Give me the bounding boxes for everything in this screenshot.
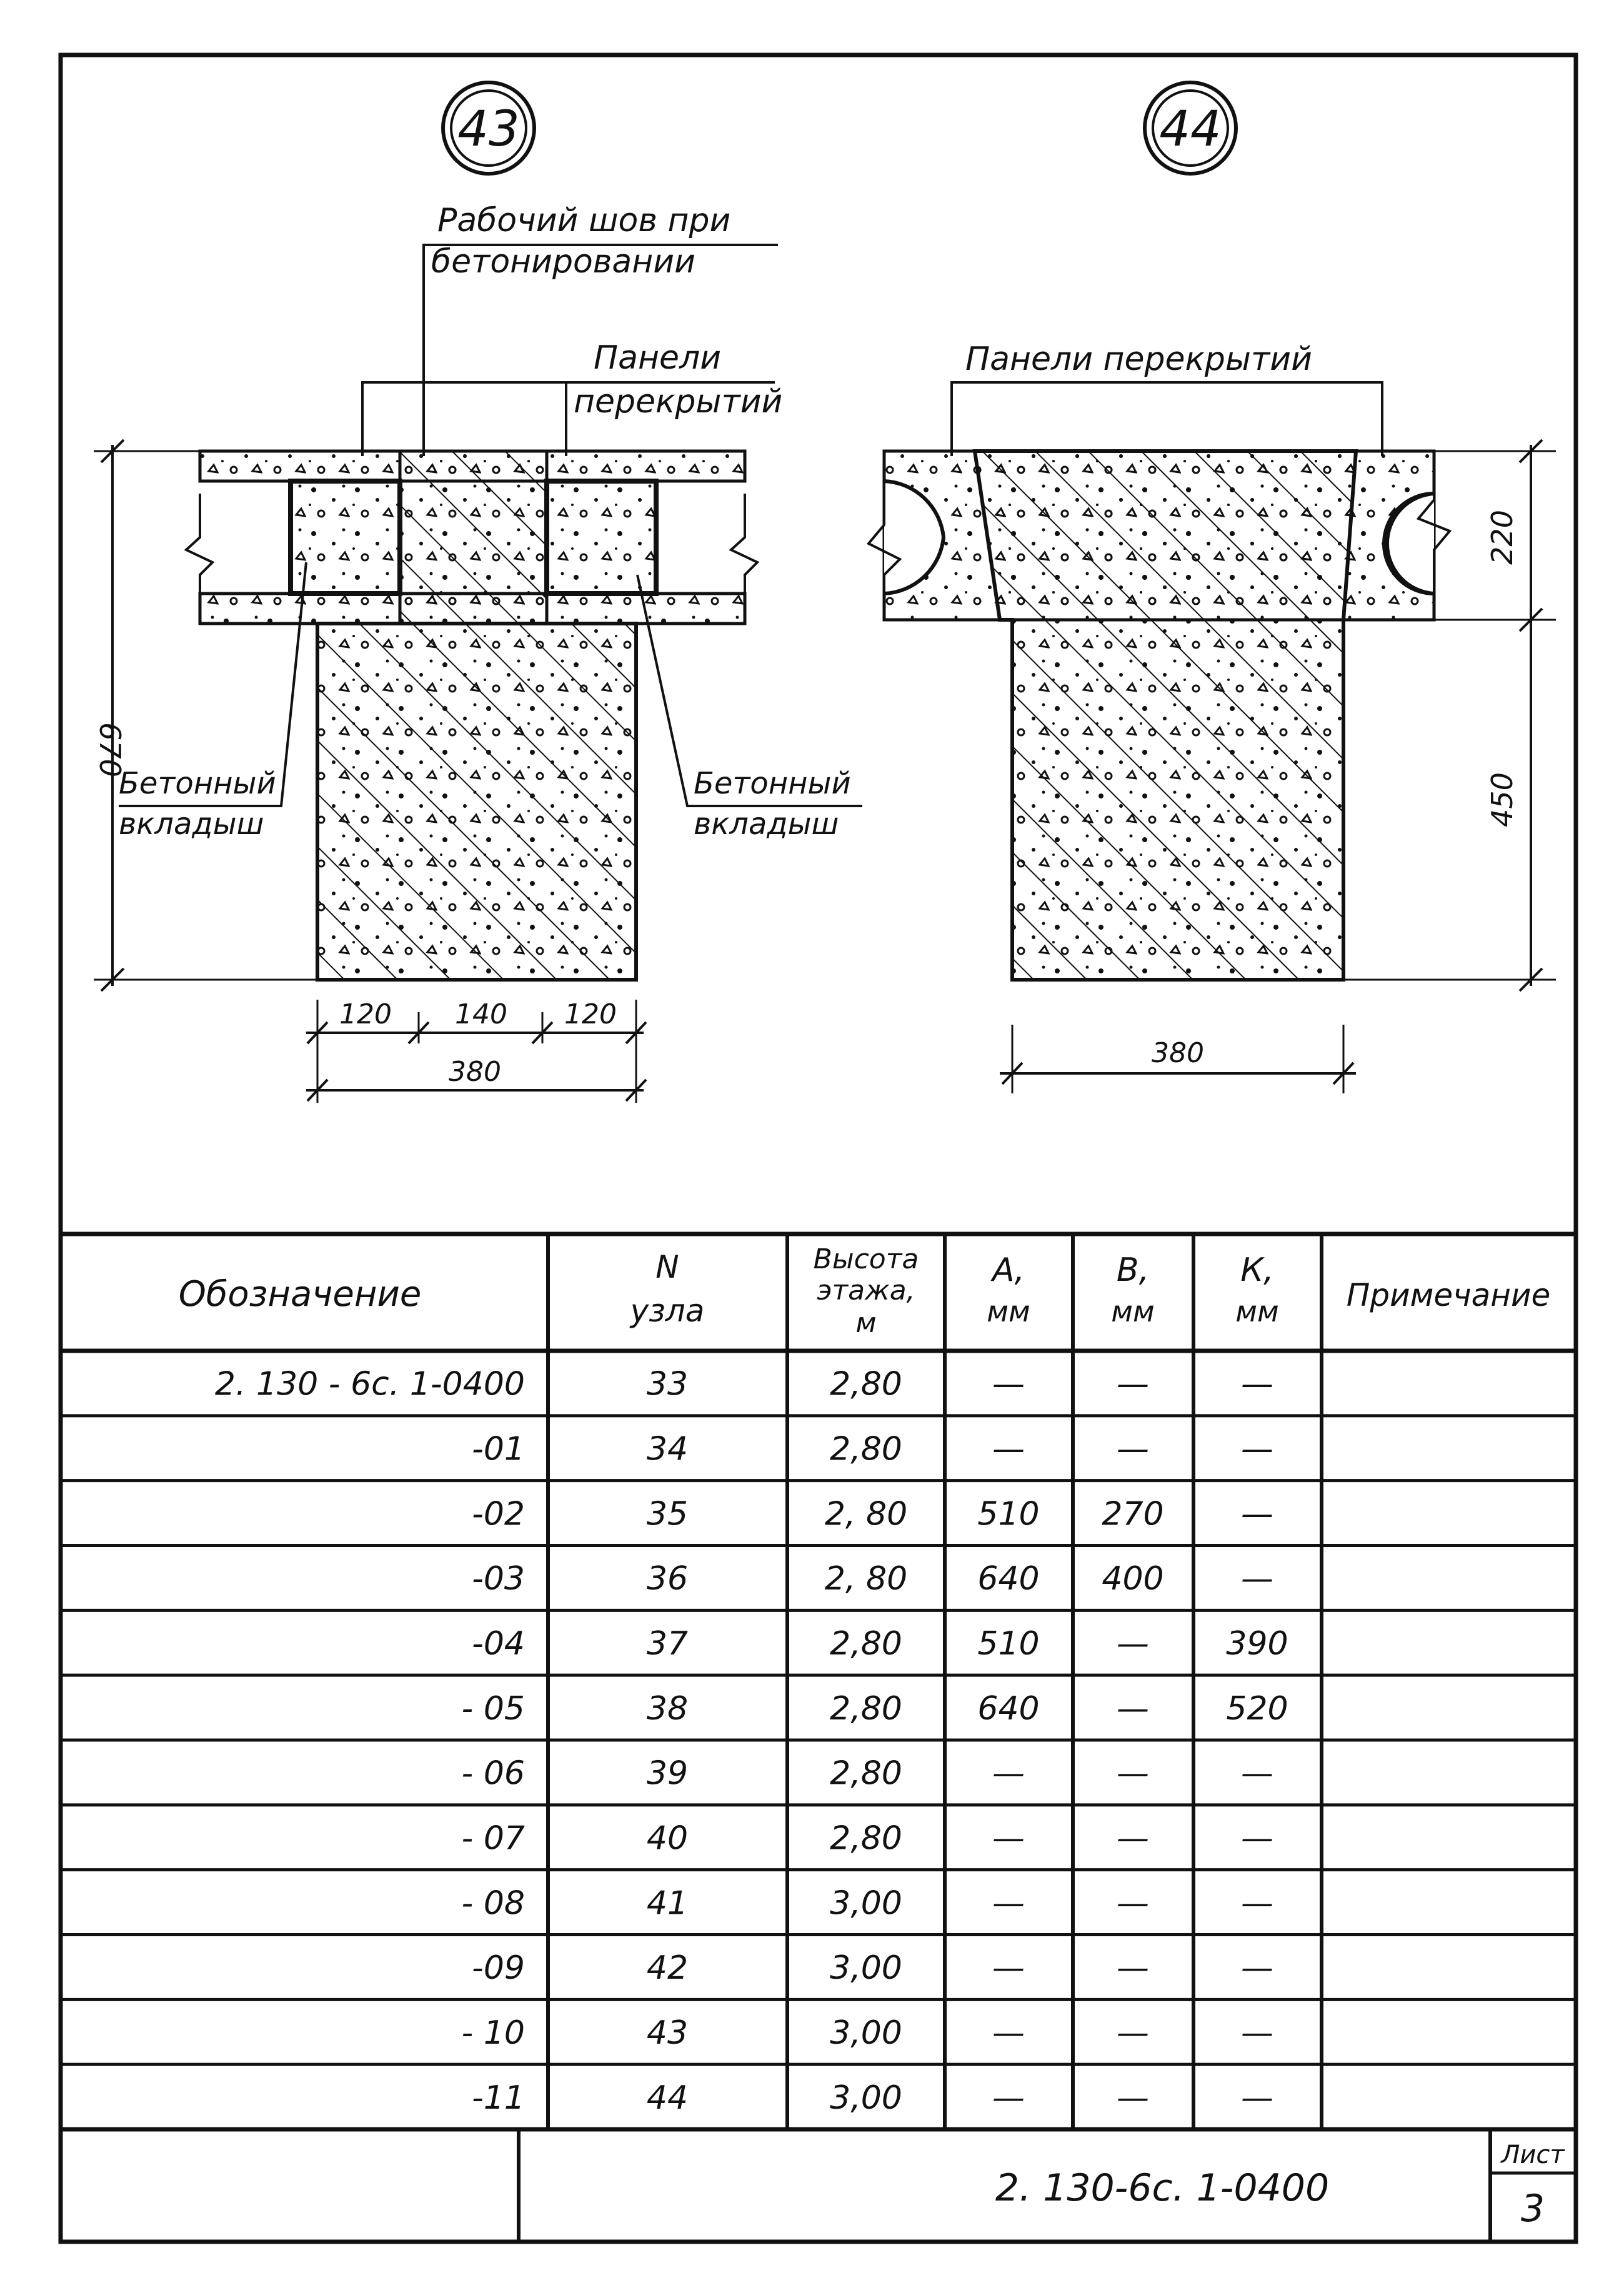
node-44-dim-width: 380 <box>1152 1037 1204 1069</box>
cell-height: 2, 80 <box>824 1495 908 1533</box>
cell-k: — <box>1241 1884 1273 1922</box>
title-block-sheet-label: Лист <box>1501 2141 1565 2169</box>
cell-height: 3,00 <box>830 2079 902 2117</box>
cell-designation: 2. 130 - 6с. 1-0400 <box>214 1365 525 1403</box>
node-43-label-joint-1: Рабочий шов при <box>437 202 731 239</box>
spec-table <box>61 1234 1576 2129</box>
cell-node: 39 <box>646 1754 689 1793</box>
cell-k: — <box>1241 1430 1273 1468</box>
cell-k: — <box>1241 1495 1273 1533</box>
cell-node: 41 <box>646 1884 689 1922</box>
node-43-dim-a: 120 <box>339 998 392 1030</box>
node-43-label-insert-left-1: Бетонный <box>119 766 276 801</box>
cell-height: 3,00 <box>830 1949 902 1987</box>
cell-height: 2,80 <box>830 1689 902 1728</box>
title-block <box>61 2129 1576 2242</box>
cell-designation: - 05 <box>461 1689 525 1728</box>
cell-k: — <box>1241 1819 1273 1858</box>
cell-node: 38 <box>646 1689 689 1728</box>
table-row <box>61 1740 1576 1793</box>
table-row <box>61 1935 1576 1987</box>
cell-height: 3,00 <box>830 2014 902 2052</box>
header-a-2: мм <box>987 1295 1030 1328</box>
cell-k: — <box>1241 1949 1273 1987</box>
cell-height: 2,80 <box>830 1624 902 1663</box>
cell-node: 43 <box>646 2014 689 2052</box>
cell-a: — <box>992 1754 1025 1793</box>
cell-a: 640 <box>977 1560 1040 1598</box>
table-row <box>61 1610 1576 1663</box>
node-44-drawing <box>869 82 1556 1093</box>
cell-b: — <box>1117 2079 1149 2117</box>
cell-height: 2,80 <box>830 1365 902 1403</box>
node-43-dim-height: 670 <box>93 722 127 777</box>
node-43-label-insert-left-2: вкладыш <box>119 807 264 842</box>
header-node-1: N <box>655 1249 679 1285</box>
cell-a: — <box>992 2014 1025 2052</box>
title-block-sheet-number: 3 <box>1520 2187 1545 2231</box>
table-row <box>61 1805 1576 1858</box>
node-43-label-panels-2: перекрытий <box>574 383 783 420</box>
cell-k: 520 <box>1226 1689 1288 1728</box>
header-b-2: мм <box>1111 1295 1155 1328</box>
cell-a: 510 <box>977 1624 1040 1663</box>
node-43-drawing <box>93 82 862 1103</box>
cell-a: — <box>992 1365 1025 1403</box>
cell-b: — <box>1117 1754 1149 1793</box>
cell-a: — <box>992 1949 1025 1987</box>
node-43-dim-total: 380 <box>449 1056 501 1088</box>
header-height-1: Высота <box>813 1243 919 1275</box>
node-44-label-panels: Панели перекрытий <box>965 341 1312 378</box>
cell-node: 35 <box>646 1495 689 1533</box>
node-43-label-joint-2: бетонировании <box>431 243 695 281</box>
cell-height: 2,80 <box>830 1754 902 1793</box>
cell-designation: - 06 <box>461 1754 525 1793</box>
cell-node: 40 <box>646 1819 689 1858</box>
cell-k: — <box>1241 1365 1273 1403</box>
cell-b: — <box>1117 1884 1149 1922</box>
cell-designation: - 07 <box>461 1819 525 1858</box>
header-height-3: м <box>855 1307 877 1339</box>
cell-b: 400 <box>1102 1560 1164 1598</box>
cell-b: — <box>1117 1365 1149 1403</box>
cell-height: 2, 80 <box>824 1560 908 1598</box>
cell-a: — <box>992 1884 1025 1922</box>
table-row <box>61 1546 1576 1598</box>
cell-height: 2,80 <box>830 1430 902 1468</box>
table-row <box>61 1416 1576 1468</box>
table-row <box>61 2064 1576 2117</box>
table-rows <box>61 1366 1576 2117</box>
cell-height: 2,80 <box>830 1819 902 1858</box>
cell-designation: - 10 <box>461 2014 525 2052</box>
cell-b: — <box>1117 1819 1149 1858</box>
table-row <box>61 1870 1576 1922</box>
header-note: Примечание <box>1346 1277 1551 1313</box>
cell-node: 44 <box>646 2079 689 2117</box>
node-43-label-insert-right-2: вкладыш <box>694 807 839 842</box>
header-node-2: узла <box>630 1293 705 1329</box>
cell-a: 510 <box>977 1495 1040 1533</box>
cell-designation: -02 <box>472 1495 525 1533</box>
cell-b: — <box>1117 1430 1149 1468</box>
cell-b: — <box>1117 1689 1149 1728</box>
cell-node: 34 <box>646 1430 689 1468</box>
cell-node: 37 <box>646 1624 689 1663</box>
header-k-2: мм <box>1235 1295 1279 1328</box>
cell-designation: - 08 <box>461 1884 525 1922</box>
table-row <box>61 1481 1576 1533</box>
cell-k: 390 <box>1226 1624 1288 1663</box>
header-k-1: К, <box>1240 1251 1274 1289</box>
header-designation: Обозначение <box>178 1274 422 1315</box>
cell-a: — <box>992 1819 1025 1858</box>
cell-designation: -04 <box>472 1624 525 1663</box>
cell-b: — <box>1117 1949 1149 1987</box>
node-43-number: 43 <box>457 101 520 157</box>
node-44-number: 44 <box>1159 101 1222 157</box>
cell-a: — <box>992 1430 1025 1468</box>
cell-node: 33 <box>646 1365 689 1403</box>
cell-k: — <box>1241 2014 1273 2052</box>
cell-designation: -11 <box>472 2079 525 2117</box>
table-row <box>215 1366 1273 1403</box>
cell-height: 3,00 <box>830 1884 902 1922</box>
node-43-label-insert-right-1: Бетонный <box>694 766 851 801</box>
node-44-dim-top: 220 <box>1485 510 1519 565</box>
node-43-insert-left <box>291 481 400 594</box>
cell-a: — <box>992 2079 1025 2117</box>
table-row <box>61 1675 1576 1728</box>
cell-designation: -09 <box>472 1949 525 1987</box>
header-a-1: А, <box>992 1251 1025 1289</box>
cell-b: 270 <box>1102 1495 1164 1533</box>
cell-b: — <box>1117 1624 1149 1663</box>
cell-node: 42 <box>646 1949 689 1987</box>
table-row <box>61 1999 1576 2052</box>
cell-node: 36 <box>646 1560 689 1598</box>
cell-designation: -01 <box>472 1430 525 1468</box>
cell-k: — <box>1241 1560 1273 1598</box>
cell-a: 640 <box>977 1689 1040 1728</box>
node-43-dim-b: 140 <box>455 998 507 1030</box>
node-43-dim-c: 120 <box>564 998 617 1030</box>
node-43-label-panels-1: Панели <box>594 339 721 377</box>
cell-k: — <box>1241 1754 1273 1793</box>
cell-k: — <box>1241 2079 1273 2117</box>
node-44-dim-bottom: 450 <box>1485 772 1519 827</box>
node-43-insert-right <box>547 481 656 594</box>
cell-designation: -03 <box>472 1560 525 1598</box>
header-b-1: В, <box>1116 1251 1150 1289</box>
cell-b: — <box>1117 2014 1149 2052</box>
title-block-code: 2. 130-6с. 1-0400 <box>995 2166 1330 2210</box>
header-height-2: этажа, <box>817 1275 915 1306</box>
